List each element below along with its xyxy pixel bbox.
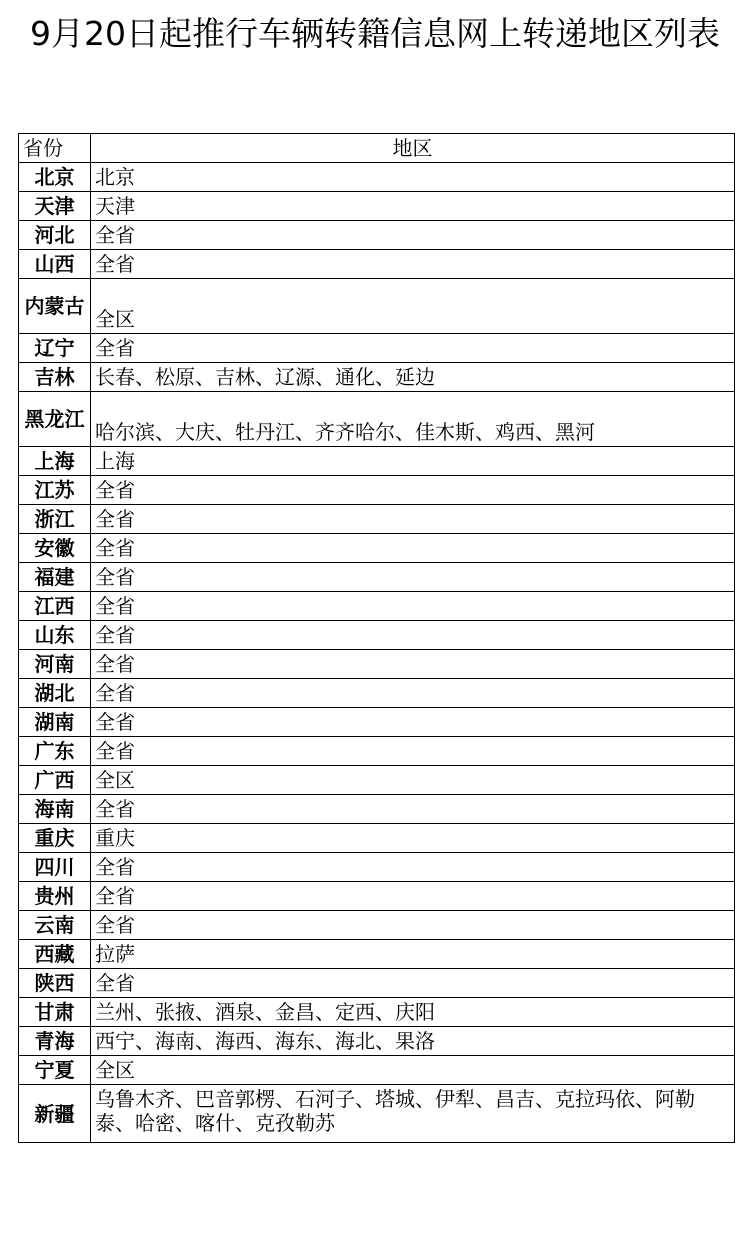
table-row bbox=[19, 476, 735, 505]
table-row bbox=[19, 221, 735, 250]
table-row bbox=[19, 563, 735, 592]
table-row bbox=[19, 1085, 735, 1143]
table-row bbox=[19, 998, 735, 1027]
province-cell: 河北 bbox=[19, 221, 91, 250]
regions-cell: 天津 bbox=[91, 192, 735, 221]
table-row bbox=[19, 940, 735, 969]
table-row bbox=[19, 592, 735, 621]
table-row bbox=[19, 534, 735, 563]
table-row bbox=[19, 621, 735, 650]
province-cell: 西藏 bbox=[19, 940, 91, 969]
regions-cell: 全省 bbox=[91, 334, 735, 363]
province-cell: 黑龙江 bbox=[19, 392, 91, 447]
regions-cell: 全省 bbox=[91, 621, 735, 650]
table-row bbox=[19, 1027, 735, 1056]
table-row bbox=[19, 795, 735, 824]
table-row bbox=[19, 679, 735, 708]
table-row bbox=[19, 766, 735, 795]
table-row bbox=[19, 824, 735, 853]
table-row bbox=[19, 505, 735, 534]
regions-cell: 全区 bbox=[91, 279, 735, 334]
regions-cell: 全省 bbox=[91, 911, 735, 940]
province-cell: 内蒙古 bbox=[19, 279, 91, 334]
province-cell: 吉林 bbox=[19, 363, 91, 392]
regions-cell: 全省 bbox=[91, 221, 735, 250]
table-row bbox=[19, 737, 735, 766]
province-cell: 陕西 bbox=[19, 969, 91, 998]
regions-cell: 北京 bbox=[91, 163, 735, 192]
table-row bbox=[19, 192, 735, 221]
province-cell: 贵州 bbox=[19, 882, 91, 911]
regions-cell: 长春、松原、吉林、辽源、通化、延边 bbox=[91, 363, 735, 392]
regions-cell: 上海 bbox=[91, 447, 735, 476]
regions-cell: 全省 bbox=[91, 505, 735, 534]
regions-cell: 全省 bbox=[91, 708, 735, 737]
province-cell: 江苏 bbox=[19, 476, 91, 505]
province-cell: 河南 bbox=[19, 650, 91, 679]
regions-cell: 全省 bbox=[91, 250, 735, 279]
province-cell: 云南 bbox=[19, 911, 91, 940]
province-cell: 福建 bbox=[19, 563, 91, 592]
regions-cell: 全省 bbox=[91, 476, 735, 505]
province-cell: 浙江 bbox=[19, 505, 91, 534]
table-row bbox=[19, 853, 735, 882]
table-row bbox=[19, 279, 735, 334]
province-cell: 广西 bbox=[19, 766, 91, 795]
regions-cell: 全省 bbox=[91, 853, 735, 882]
table-row bbox=[19, 969, 735, 998]
regions-cell: 乌鲁木齐、巴音郭楞、石河子、塔城、伊犁、昌吉、克拉玛依、阿勒泰、哈密、喀什、克孜勒苏 bbox=[91, 1085, 735, 1143]
regions-cell: 全区 bbox=[91, 1056, 735, 1085]
province-cell: 湖南 bbox=[19, 708, 91, 737]
province-cell: 四川 bbox=[19, 853, 91, 882]
regions-cell: 重庆 bbox=[91, 824, 735, 853]
province-cell: 北京 bbox=[19, 163, 91, 192]
regions-cell: 哈尔滨、大庆、牡丹江、齐齐哈尔、佳木斯、鸡西、黑河 bbox=[91, 392, 735, 447]
regions-cell: 全省 bbox=[91, 882, 735, 911]
province-cell: 海南 bbox=[19, 795, 91, 824]
table-row bbox=[19, 392, 735, 447]
province-cell: 甘肃 bbox=[19, 998, 91, 1027]
province-cell: 天津 bbox=[19, 192, 91, 221]
regions-cell: 拉萨 bbox=[91, 940, 735, 969]
province-cell: 新疆 bbox=[19, 1085, 91, 1143]
regions-cell: 兰州、张掖、酒泉、金昌、定西、庆阳 bbox=[91, 998, 735, 1027]
province-cell: 山东 bbox=[19, 621, 91, 650]
table-row bbox=[19, 250, 735, 279]
province-cell: 江西 bbox=[19, 592, 91, 621]
table-row bbox=[19, 650, 735, 679]
regions-cell: 全省 bbox=[91, 737, 735, 766]
table-row bbox=[19, 363, 735, 392]
regions-cell: 全省 bbox=[91, 592, 735, 621]
regions-cell: 全省 bbox=[91, 679, 735, 708]
regions-cell: 全省 bbox=[91, 563, 735, 592]
page-title: 9月20日起推行车辆转籍信息网上转递地区列表 bbox=[30, 14, 720, 53]
table-row bbox=[19, 882, 735, 911]
province-cell: 广东 bbox=[19, 737, 91, 766]
table-row bbox=[19, 163, 735, 192]
regions-cell: 全省 bbox=[91, 795, 735, 824]
header-province: 省份 bbox=[19, 134, 91, 163]
table-row bbox=[19, 708, 735, 737]
regions-cell: 西宁、海南、海西、海东、海北、果洛 bbox=[91, 1027, 735, 1056]
table-header-row bbox=[19, 134, 735, 163]
regions-cell: 全省 bbox=[91, 650, 735, 679]
region-table bbox=[18, 133, 735, 1143]
province-cell: 辽宁 bbox=[19, 334, 91, 363]
regions-cell: 全省 bbox=[91, 969, 735, 998]
province-cell: 宁夏 bbox=[19, 1056, 91, 1085]
province-cell: 上海 bbox=[19, 447, 91, 476]
province-cell: 重庆 bbox=[19, 824, 91, 853]
province-cell: 湖北 bbox=[19, 679, 91, 708]
province-cell: 青海 bbox=[19, 1027, 91, 1056]
table-row bbox=[19, 1056, 735, 1085]
province-cell: 安徽 bbox=[19, 534, 91, 563]
regions-cell: 全省 bbox=[91, 534, 735, 563]
table-row bbox=[19, 334, 735, 363]
province-cell: 山西 bbox=[19, 250, 91, 279]
regions-cell: 全区 bbox=[91, 766, 735, 795]
table-row bbox=[19, 447, 735, 476]
header-region: 地区 bbox=[91, 134, 735, 163]
table-row bbox=[19, 911, 735, 940]
